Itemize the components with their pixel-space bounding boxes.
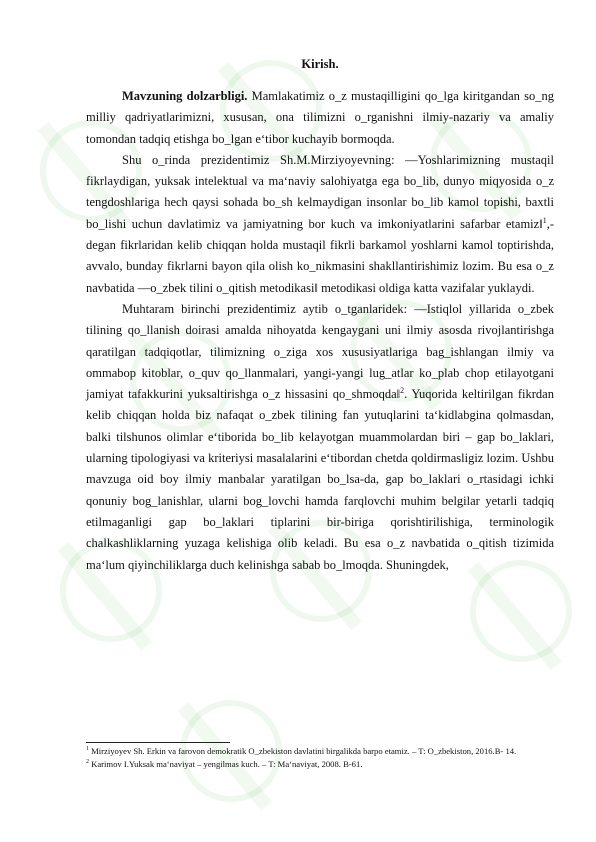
paragraph-text: Mamlakatimiz o_z mustaqilligini qo_lga kiritgandan so_ng milliy qadriyatlarimizni, xususan, ona tilimizni o_rganishni ilmiy-nazariy va amaliy tomondan tadqiq etishga bo_lgan e‘tibor kuchayib bormoqda.: [86, 89, 554, 146]
footnote-ref-1[interactable]: 1: [542, 215, 547, 225]
footnote-divider: [86, 742, 230, 743]
footnote-1: [86, 744, 554, 757]
paragraph-relevance: [86, 86, 554, 150]
paragraph-text-tail: ,- degan fikrlaridan kelib chiqqan holda mustaqil fikrli barkamol yoshlarni kamol toptirishda, avvalo, bunday fikrlarni bayon qila olish ko_nikmasini shakllantirishimiz lozim. Bu esa o_z navbatida ―o_zbek tilini o_qitish metodikasi‖ metodikasi oldiga katta vazifalar yuklaydi.: [86, 216, 554, 295]
paragraph-text-tail: . Yuqorida keltirilgan fikrdan kelib chiqqan holda biz nafaqat o_zbek tilining fan yutuqlarini ta‘kidlabgina qolmasdan, balki tilshunos olimlar e‘tiborida bo_lib kelayotgan muammolardan biri – gap bo_laklari, ularning tipologiyasi va kriteriysi masalalarini e‘tibordan chetda qoldirmasligiz lozim. Ushbu mavzuga oid boy ilmiy manbalar yaratilgan bo_lsa-da, gap bo_laklari o_rtasidagi ichki qonuniy bog_lanishlar, ularni bog_lovchi hamda farqlovchi muhim belgilar yetarli tadqiq etilmaganligi gap bo_laklari tiplarini bir-biriga qorishtirilishiga, terminologik chalkashliklarning yuzaga kelishiga olib keladi. Bu esa o_z navbatida o_qitish tizimida ma‘lum qiyinchiliklarga duch kelinishga sabab bo_lmoqda. Shuningdek,: [86, 387, 554, 572]
footnote-text: Karimov I.Yuksak ma‘naviyat – yengilmas kuch. – T: Ma‘naviyat, 2008. B-61.: [89, 758, 363, 769]
paragraph-lead: Mavzuning dolzarbligi.: [122, 89, 248, 103]
footnote-number: 2: [86, 758, 89, 765]
paragraph-text: Shu o_rinda prezidentimiz Sh.M.Mirziyoyevning: ―Yoshlarimizning mustaqil fikrlaydigan, yuksak intelektual va ma‘naviy salohiyatga ega bo_lib, dunyo miqyosida o_z tengdoshlariga hech qaysi sohada bo_sh kelmaydigan insonlar bo_lib kamol topishi, baxtli bo_lishi uchun davlatimiz va jamiyatning bor kuch va imkoniyatlarini safarbar etamiz‖: [86, 152, 554, 231]
page-title: Kirish.: [301, 57, 339, 71]
footnotes: [86, 744, 554, 770]
paragraph-president-quote: [86, 150, 554, 299]
footnote-ref-2[interactable]: 2: [400, 386, 405, 395]
footnote-number: 1: [86, 746, 89, 752]
paragraph-text: Muhtaram birinchi prezidentimiz aytib o_tganlaridek: ―Istiqlol yillarida o_zbek tilining qo_llanish doirasi amalda nihoyatda kengaygani uni ilmiy asosda rivojlantirishga qaratilgan tadqiqotlar, tilimizning o_ziga xos xususiyatlariga bag_ishlangan ilmiy va ommabop kitoblar, o_quv qo_llanmalari, yangi-yangi lug_atlar ko_plab chop etilayotgani jamiyat tafakkurini yuksaltirishga o_z hissasini qo_shmoqda‖: [86, 301, 554, 402]
footnote-2: [86, 757, 554, 770]
footnote-text: Mirziyoyev Sh. Erkin va farovon demokratik O_zbekiston davlatini birgalikda barpo etamiz. – T: O_zbekiston, 2016.B- 14.: [89, 745, 517, 756]
paragraph-first-president-quote: [86, 299, 554, 576]
document-page: [86, 56, 554, 576]
